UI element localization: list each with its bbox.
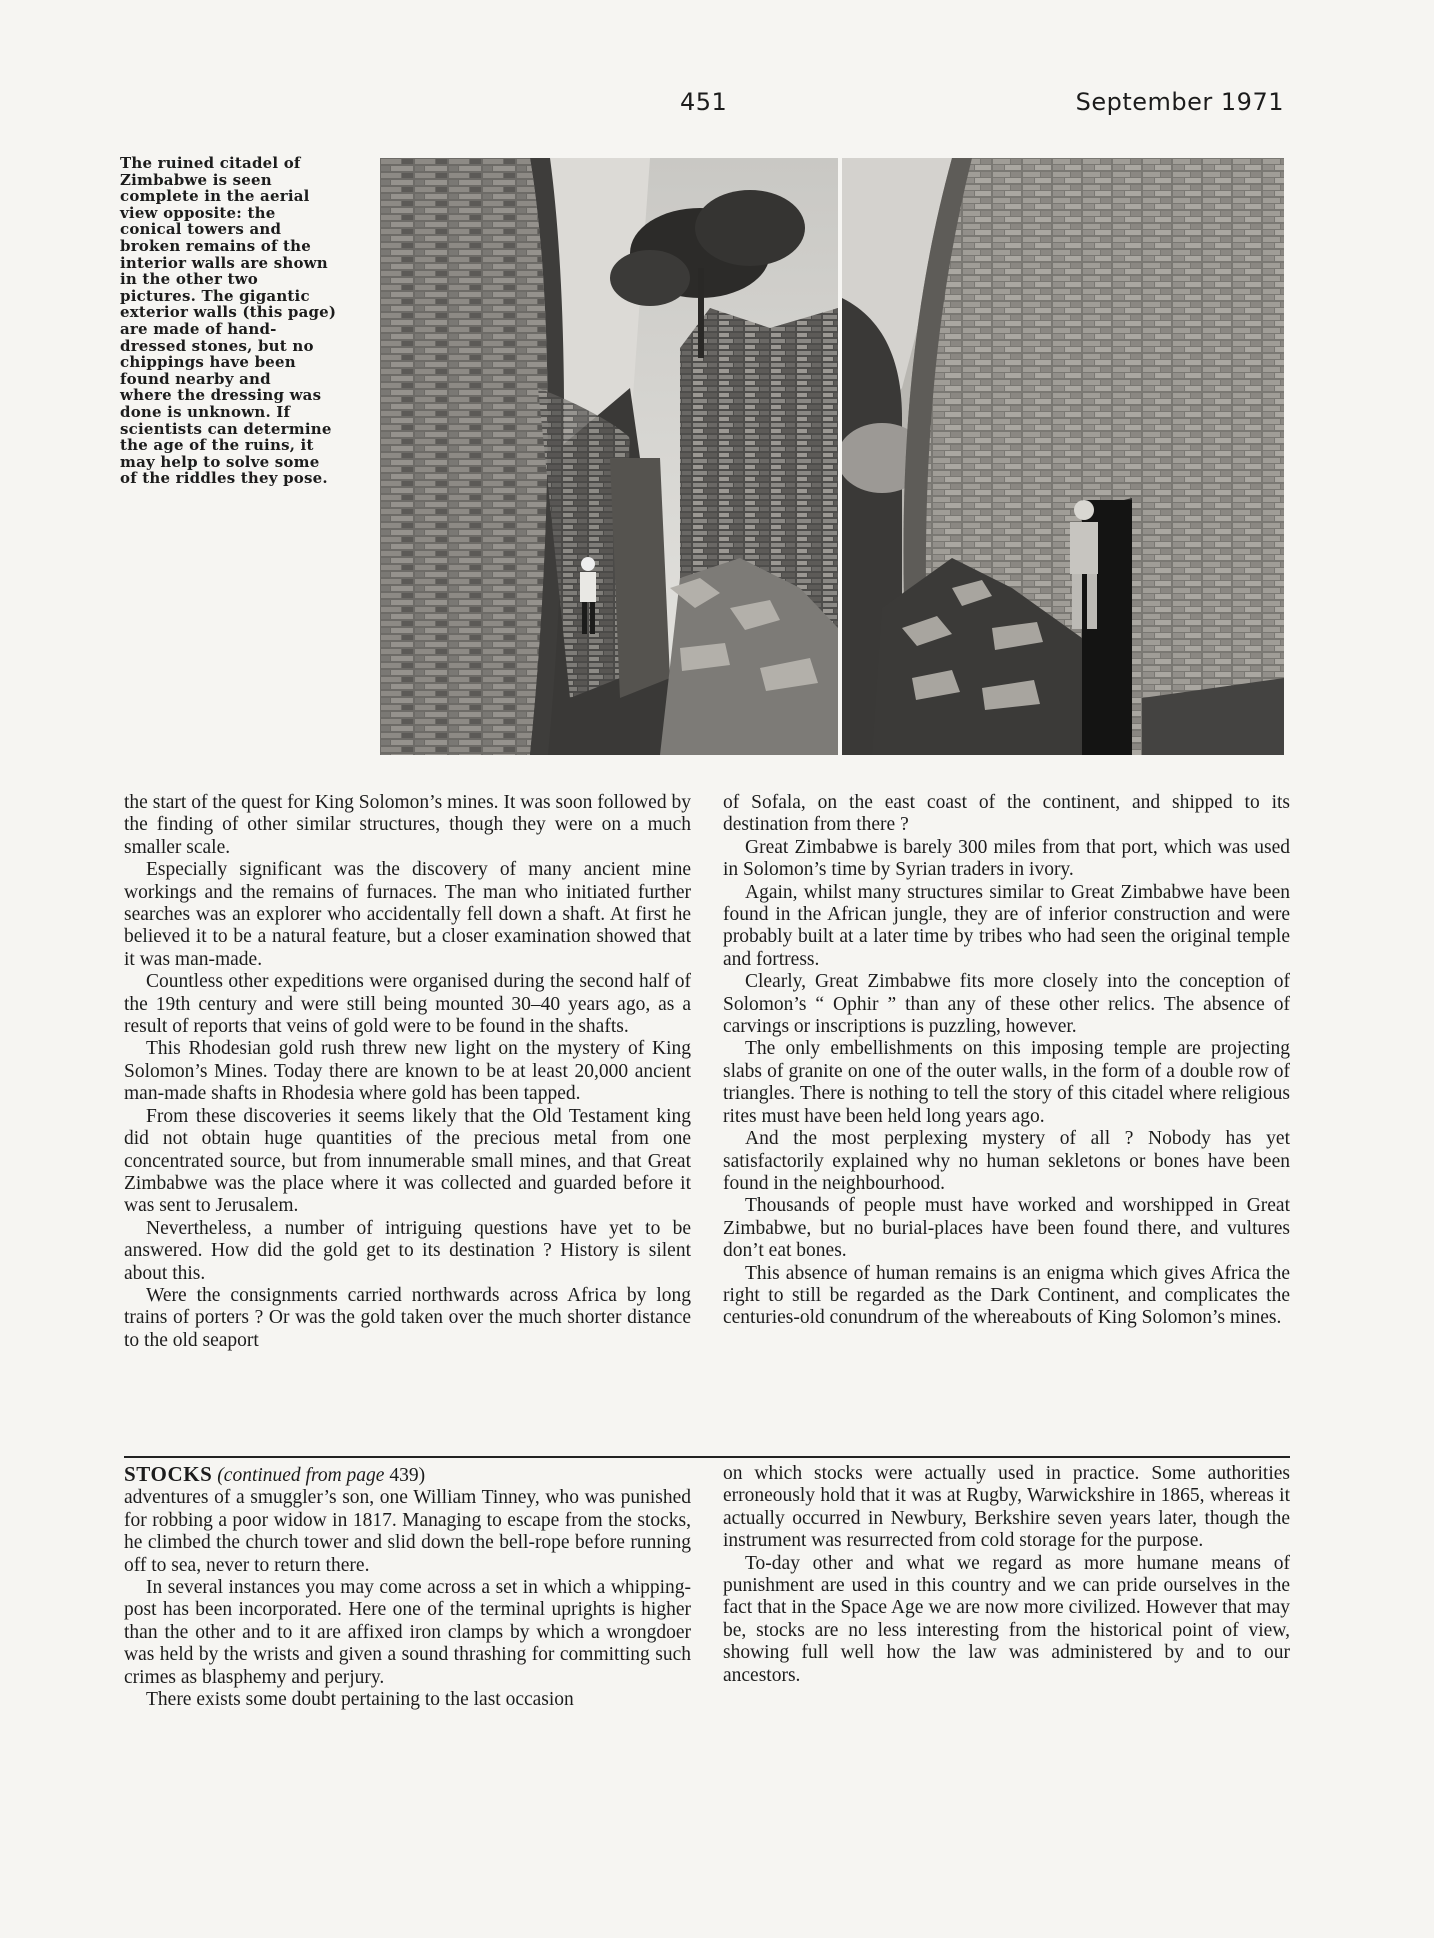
stocks-left-column — [124, 1463, 691, 1711]
paragraph: the start of the quest for King Solomon’s mines. It was soon followed by the finding of other similar structures, though they were on a much smaller scale. — [124, 792, 691, 858]
paragraph: Were the consignments carried northwards across Africa by long trains of porters ? Or was the gold taken over the much shorter distance to the old seaport — [124, 1284, 691, 1351]
paragraph: Thousands of people must have worked and worshipped in Great Zimbabwe, but no burial-places have been found there, and vultures don’t eat bones. — [723, 1195, 1290, 1262]
paragraph: There exists some doubt pertaining to the last occasion — [146, 1689, 574, 1711]
paragraph: Again, whilst many structures similar to Great Zimbabwe have been found in the African jungle, they are of inferior construction and were probably built at a later time by tribes who had seen the original temple and fortress. — [723, 881, 1290, 970]
continued-note: (continued from page — [217, 1465, 385, 1486]
photo-caption: The ruined citadel of Zimbabwe is seen complete in the aerial view opposite: the conical towers and broken remains of the interior walls are shown in the other two pictures. The gigantic exterior walls (this page) are made of hand- dressed stones, but no chippings have been found nearby and where the dressing was done is unknown. If scientists can determine the age of the ruins, it may help to solve some of the riddles they pose. — [120, 154, 337, 488]
continued-page: 439) — [389, 1465, 426, 1486]
page-number: 451 — [680, 88, 728, 116]
paragraph: From these discoveries it seems likely that the Old Testament king did not obtain huge quantities of the precious metal from one concentrated source, but from innumerable small mines, and that Great Zimbabwe was the place where it was collected and guarded before it was sent to Jerusalem. — [124, 1105, 691, 1217]
paragraph: Countless other expeditions were organised during the second half of the 19th century and were still being mounted 30–40 years ago, as a result of reports that veins of gold were to be found in the shafts. — [124, 971, 691, 1038]
issue-date: September 1971 — [1075, 88, 1284, 116]
paragraph: In several instances you may come across a set in which a whipping-post has been incorporated. Here one of the terminal uprights is higher than the other and to it are affixed iron clamps by which a wrongdoer was held by the wrists and given a sound thrashing for committing such crimes as blasphemy and perjury. — [124, 1577, 691, 1688]
article-right-column — [723, 792, 1290, 1330]
page-header — [0, 88, 1434, 128]
paragraph: adventures of a smuggler’s son, one William Tinney, who was punished for robbing a poor widow in 1817. Managing to escape from the stocks, he climbed the church tower and slid down the bell-rope before running off to sea, never to return there. — [124, 1487, 691, 1576]
photo-ruins-doorway-icon — [842, 158, 1284, 755]
stocks-right-column — [723, 1463, 1290, 1687]
paragraph: This Rhodesian gold rush threw new light on the mystery of King Solomon’s Mines. Today there are known to be at least 20,000 ancient man-made shafts in Rhodesia where gold has been tapped. — [124, 1038, 691, 1105]
paragraph: And the most perplexing mystery of all ? Nobody has yet satisfactorily explained why no human sekletons or bones have been found in the neighbourhood. — [723, 1128, 1290, 1194]
paragraph: on which stocks were actually used in practice. Some authorities erroneously hold that it was at Rugby, Warwickshire in 1865, whereas it actually occurred in Newbury, Berkshire seven years later, though the instrument was resurrected from cold storage for the purpose. — [723, 1463, 1290, 1552]
section-divider — [124, 1456, 1290, 1458]
article-left-column — [124, 792, 691, 1352]
photo-ruins-passage-icon — [380, 158, 838, 755]
paragraph: The only embellishments on this imposing temple are projecting slabs of granite on one of the outer walls, in the form of a double row of triangles. There is nothing to tell the story of this citadel where religious rites must have been held long years ago. — [723, 1038, 1290, 1127]
paragraph: Great Zimbabwe is barely 300 miles from that port, which was used in Solomon’s time by Syrian traders in ivory. — [723, 836, 1290, 881]
paragraph: To-day other and what we regard as more humane means of punishment are used in this country and we can pride ourselves in the fact that in the Space Age we are now more civilized. However that may be, stocks are no less interesting from the historical point of view, showing full well how the law was administered by and to our ancestors. — [723, 1552, 1290, 1686]
paragraph: of Sofala, on the east coast of the continent, and shipped to its destination from there ? — [723, 792, 1290, 836]
paragraph: Clearly, Great Zimbabwe fits more closely into the conception of Solomon’s “ Ophir ” than any of these other relics. The absence of carvings or inscriptions is puzzling, however. — [723, 971, 1290, 1038]
paragraph: Especially significant was the discovery of many ancient mine workings and the remains of furnaces. The man who initiated further searches was an explorer who accidentally fell down a shaft. At first he believed it to be a natural feature, but a closer examination showed that it was man-made. — [124, 859, 691, 970]
paragraph: Nevertheless, a number of intriguing questions have yet to be answered. How did the gold get to its destination ? History is silent about this. — [124, 1217, 691, 1284]
stocks-heading-line — [124, 1463, 691, 1487]
stocks-title: STOCKS — [124, 1462, 213, 1486]
paragraph: This absence of human remains is an enigma which gives Africa the right to still be regarded as the Dark Continent, and complicates the centuries-old conundrum of the whereabouts of King Solomon’s mines. — [723, 1262, 1290, 1329]
